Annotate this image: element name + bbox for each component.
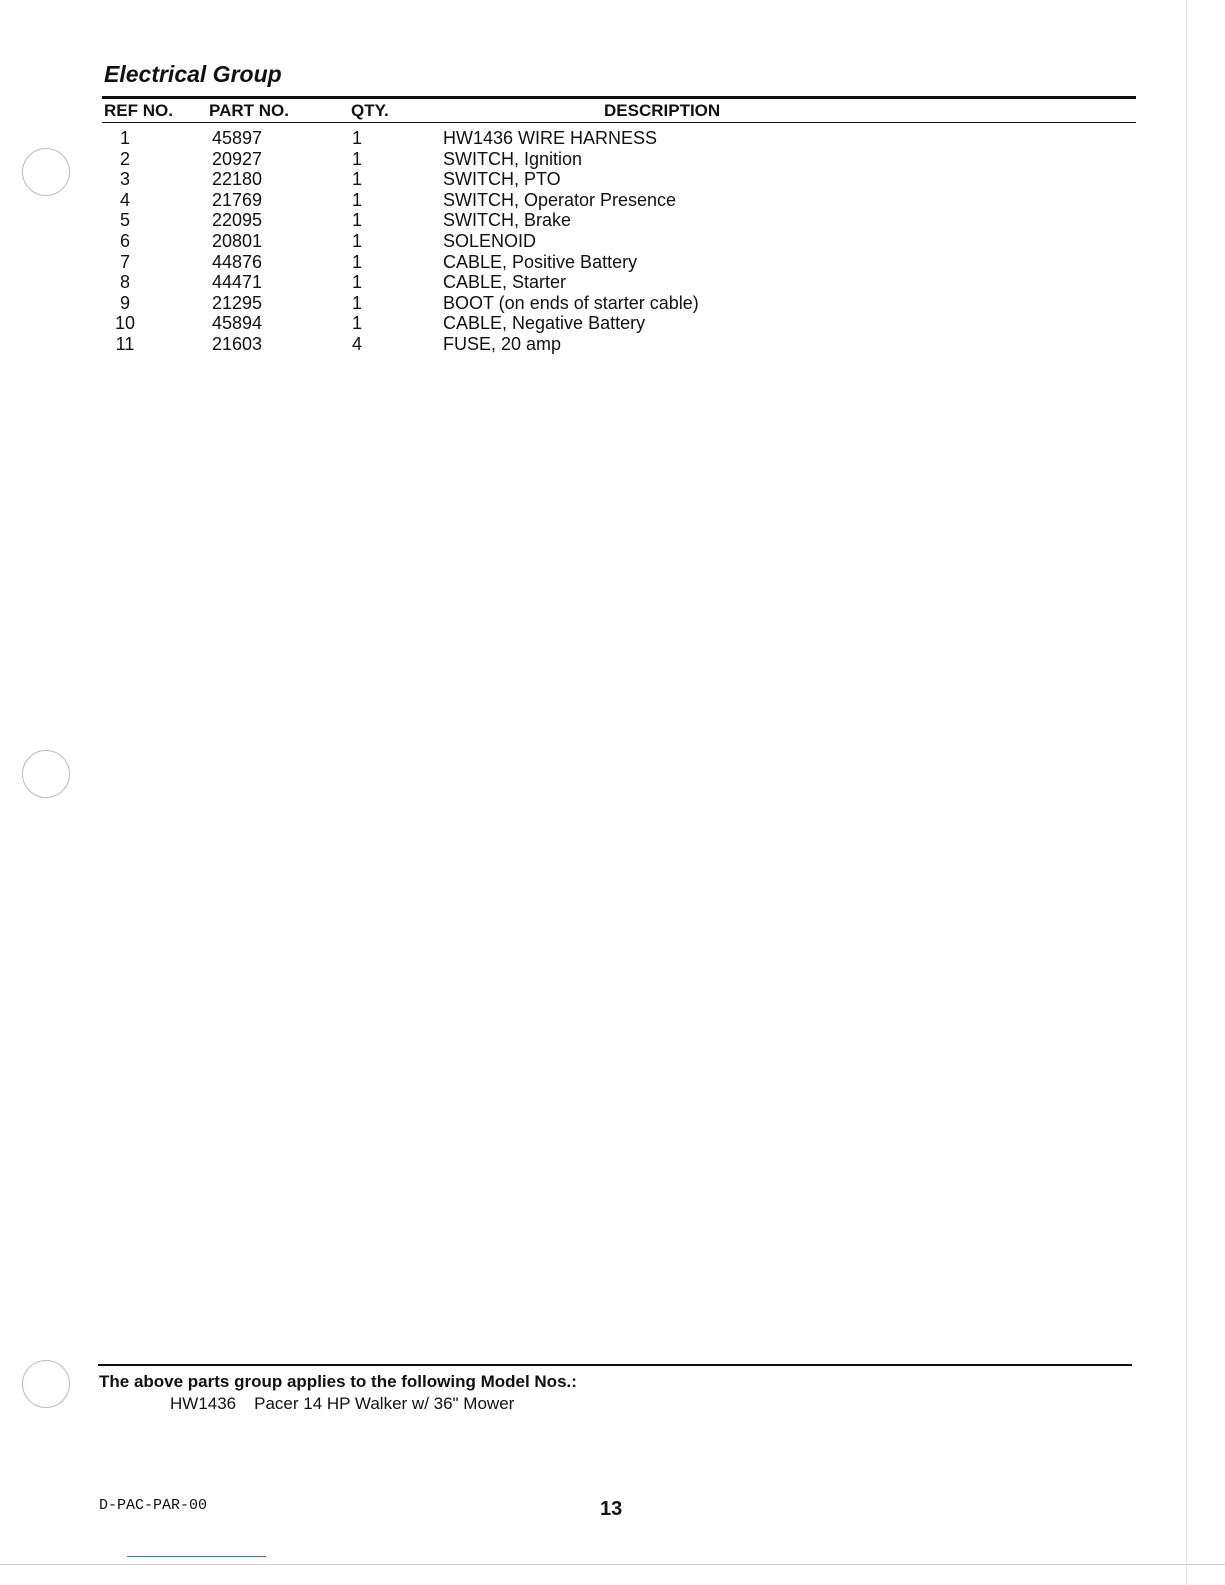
part-no-cell: 21603 — [212, 333, 263, 354]
table-row — [0, 169, 1225, 190]
header-rule — [102, 122, 1136, 123]
ref-no-cell: 4 — [119, 189, 130, 210]
model-line — [170, 1393, 514, 1415]
part-no-cell: 44471 — [212, 272, 263, 293]
description-cell: HW1436 WIRE HARNESS — [443, 128, 658, 148]
ref-no-cell: 5 — [119, 210, 130, 231]
description-cell: BOOT (on ends of starter cable) — [443, 292, 699, 313]
binder-hole-bottom — [22, 1360, 70, 1408]
column-header-qty: QTY. — [351, 101, 389, 120]
qty-cell: 1 — [351, 313, 362, 334]
description-cell: SOLENOID — [443, 230, 537, 251]
description-cell: FUSE, 20 amp — [443, 333, 562, 354]
description-cell: CABLE, Positive Battery — [443, 251, 638, 272]
description-cell: SWITCH, PTO — [443, 169, 561, 190]
page-number: 13 — [600, 1498, 623, 1520]
table-row — [0, 272, 1225, 293]
ref-no-cell: 10 — [114, 313, 136, 334]
qty-cell: 1 — [351, 189, 362, 210]
description-cell: SWITCH, Ignition — [443, 148, 583, 169]
ref-no-cell: 8 — [119, 272, 130, 293]
part-no-cell: 22095 — [212, 210, 263, 231]
part-no-cell: 45894 — [212, 313, 263, 334]
qty-cell: 1 — [351, 128, 362, 148]
qty-cell: 1 — [351, 251, 362, 272]
scan-edge-bottom — [0, 1564, 1225, 1565]
part-no-cell: 20927 — [212, 148, 263, 169]
ref-no-cell: 7 — [119, 251, 130, 272]
table-row — [0, 334, 1225, 355]
description-cell: CABLE, Starter — [443, 272, 567, 293]
table-row — [0, 252, 1225, 273]
qty-cell: 1 — [351, 272, 362, 293]
part-no-cell: 22180 — [212, 169, 263, 190]
table-row — [0, 149, 1225, 170]
description-cell: SWITCH, Brake — [443, 210, 572, 231]
part-no-cell: 44876 — [212, 251, 263, 272]
scan-mark-line — [127, 1556, 266, 1557]
column-header-ref-no: REF NO. — [104, 101, 173, 120]
ref-no-cell: 6 — [119, 230, 130, 251]
part-no-cell: 21769 — [212, 189, 263, 210]
title-rule — [102, 96, 1136, 99]
table-row — [0, 190, 1225, 211]
description-cell: CABLE, Negative Battery — [443, 313, 646, 334]
ref-no-cell: 9 — [119, 292, 130, 313]
parts-table — [0, 128, 1225, 355]
applies-note: The above parts group applies to the following Model Nos.: — [99, 1372, 577, 1391]
table-row — [0, 128, 1225, 149]
part-no-cell: 21295 — [212, 292, 263, 313]
qty-cell: 1 — [351, 230, 362, 251]
ref-no-cell: 1 — [119, 128, 130, 148]
qty-cell: 1 — [351, 169, 362, 190]
model-description: Pacer 14 HP Walker w/ 36" Mower — [254, 1394, 515, 1413]
table-row — [0, 293, 1225, 314]
part-no-cell: 20801 — [212, 230, 263, 251]
qty-cell: 1 — [351, 148, 362, 169]
table-row — [0, 231, 1225, 252]
qty-cell: 4 — [351, 333, 362, 354]
page-title: Electrical Group — [104, 61, 282, 87]
model-number: HW1436 — [170, 1394, 237, 1413]
part-no-cell: 45897 — [212, 128, 263, 148]
description-cell: SWITCH, Operator Presence — [443, 189, 677, 210]
footer-rule — [98, 1364, 1132, 1366]
table-row — [0, 313, 1225, 334]
ref-no-cell: 2 — [119, 148, 130, 169]
table-row — [0, 210, 1225, 231]
column-header-description: DESCRIPTION — [604, 101, 721, 120]
qty-cell: 1 — [351, 210, 362, 231]
column-header-part-no: PART NO. — [209, 101, 289, 120]
ref-no-cell: 11 — [115, 333, 135, 354]
binder-hole-middle — [22, 750, 70, 798]
qty-cell: 1 — [351, 292, 362, 313]
ref-no-cell: 3 — [119, 169, 130, 190]
document-code: D-PAC-PAR-00 — [99, 1497, 208, 1514]
